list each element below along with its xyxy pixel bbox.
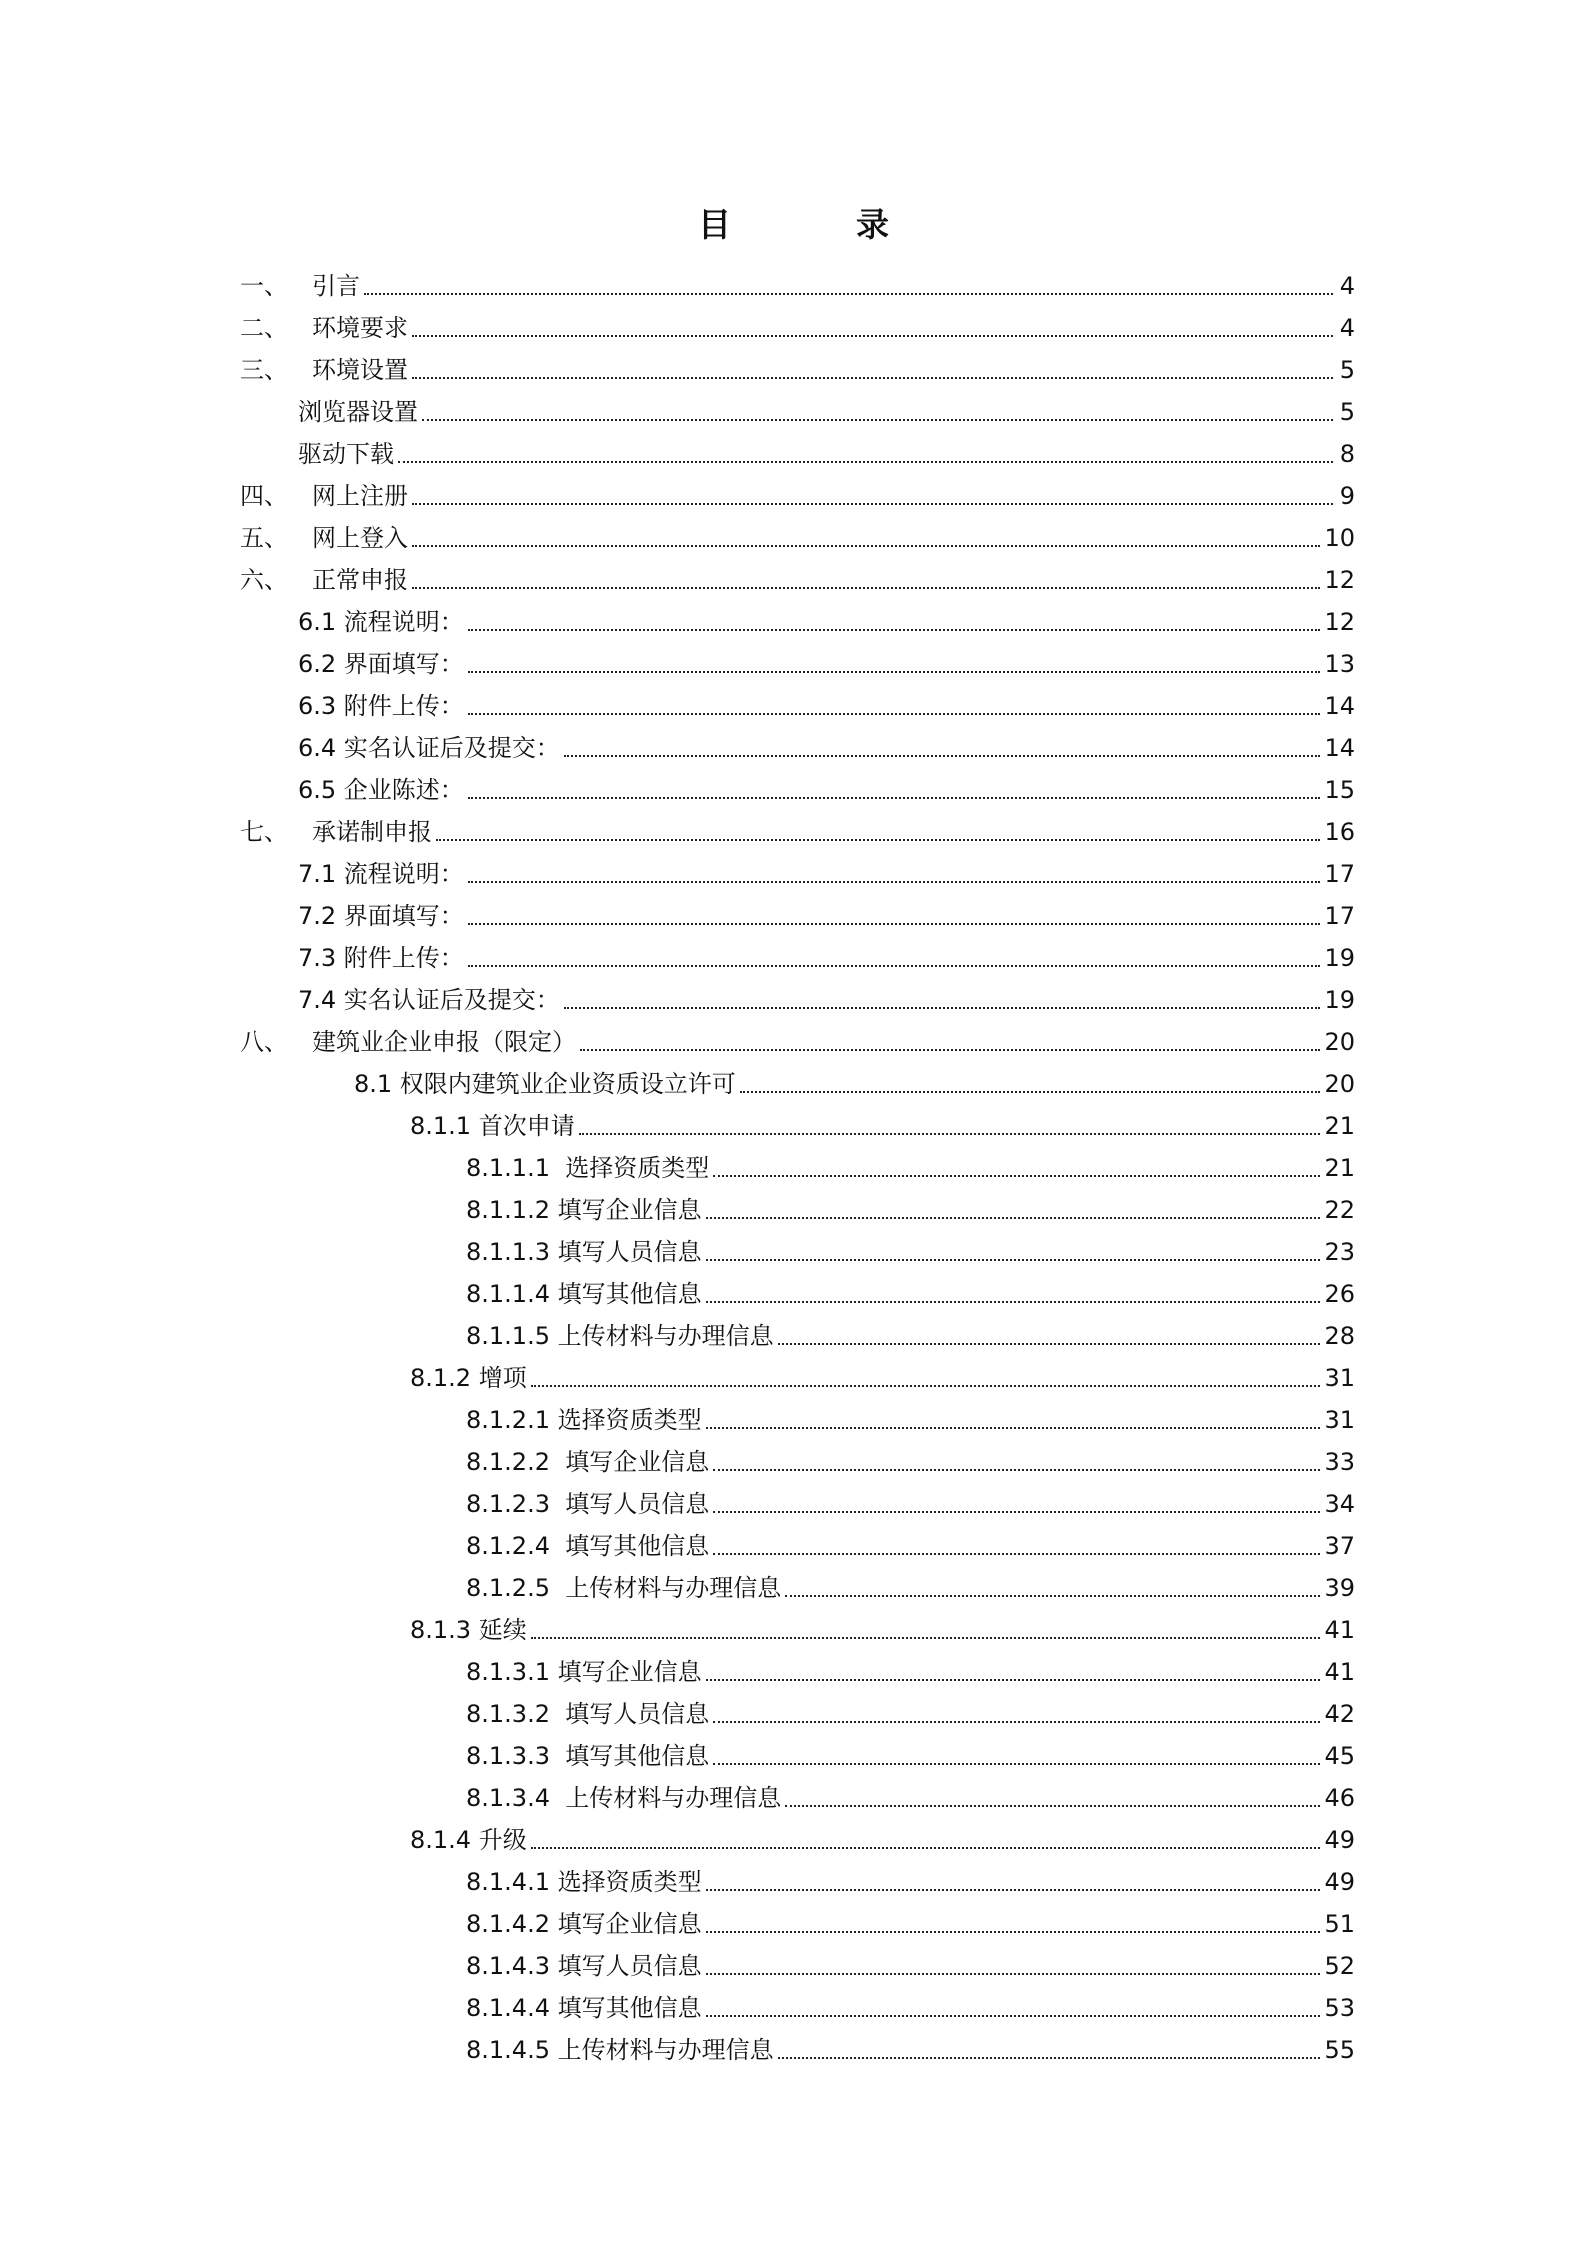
toc-dot-leader [713,1175,1320,1177]
toc-page-number: 21 [1324,1112,1355,1140]
toc-entry-number: 二、 [240,314,288,342]
toc-entry-title: 正常申报 [312,566,408,594]
toc-entry-title: 建筑业企业申报（限定） [312,1028,576,1056]
toc-dot-leader [398,461,1333,463]
toc-entry[interactable] [240,469,1355,511]
toc-page-number: 22 [1324,1196,1355,1224]
toc-dot-leader [468,629,1321,631]
toc-dot-leader [778,2057,1321,2059]
toc-entry[interactable] [240,1099,1355,1141]
toc-entry[interactable] [240,1855,1355,1897]
toc-entry[interactable] [240,1477,1355,1519]
toc-entry[interactable] [240,847,1355,889]
toc-page-number: 4 [1339,272,1355,300]
toc-entry-title: 6.2 界面填写： [298,650,464,678]
toc-page-number: 17 [1324,902,1355,930]
toc-entry-title: 8.1.3.2 填写人员信息 [466,1700,710,1728]
toc-dot-leader [412,545,1320,547]
toc-entry[interactable] [240,511,1355,553]
toc-entry-title: 8.1.1.2 填写企业信息 [466,1196,702,1224]
toc-entry-title: 8.1.1.3 填写人员信息 [466,1238,702,1266]
toc-page-number: 28 [1324,1322,1355,1350]
toc-page-number: 12 [1324,566,1355,594]
toc-page-number: 37 [1324,1532,1355,1560]
toc-page-number: 39 [1324,1574,1355,1602]
toc-entry-title: 8.1.4 升级 [410,1826,527,1854]
toc-dot-leader [713,1553,1320,1555]
toc-dot-leader [713,1763,1320,1765]
toc-page-number: 19 [1324,944,1355,972]
toc-entry[interactable] [240,595,1355,637]
toc-page-number: 17 [1324,860,1355,888]
toc-dot-leader [580,1049,1320,1051]
toc-dot-leader [468,965,1321,967]
toc-dot-leader [706,1301,1321,1303]
toc-entry-title: 8.1.1.4 填写其他信息 [466,1280,702,1308]
toc-entry-title: 网上注册 [312,482,408,510]
toc-entry-title: 网上登入 [312,524,408,552]
toc-page-number: 14 [1324,734,1355,762]
toc-entry-title: 8.1.2.4 填写其他信息 [466,1532,710,1560]
toc-dot-leader [706,1931,1321,1933]
toc-page-number: 45 [1324,1742,1355,1770]
toc-entry[interactable] [240,637,1355,679]
toc-page-number: 12 [1324,608,1355,636]
toc-entry-title: 8.1.2.2 填写企业信息 [466,1448,710,1476]
toc-page-number: 26 [1324,1280,1355,1308]
toc-entry[interactable] [240,427,1355,469]
toc-page-number: 16 [1324,818,1355,846]
toc-dot-leader [706,1427,1321,1429]
toc-page-number: 42 [1324,1700,1355,1728]
toc-dot-leader [713,1721,1320,1723]
toc-entry-number: 七、 [240,818,288,846]
toc-dot-leader [785,1805,1320,1807]
toc-page-number: 4 [1339,314,1355,342]
toc-dot-leader [785,1595,1320,1597]
toc-entry[interactable] [240,1645,1355,1687]
toc-entry[interactable] [240,1057,1355,1099]
toc-entry-title: 引言 [312,272,360,300]
toc-entry[interactable] [240,1351,1355,1393]
toc-entry[interactable] [240,679,1355,721]
toc-entry-title: 7.2 界面填写： [298,902,464,930]
toc-entry-title: 8.1.4.1 选择资质类型 [466,1868,702,1896]
toc-entry-title: 8.1 权限内建筑业企业资质设立许可 [354,1070,736,1098]
toc-page-number: 34 [1324,1490,1355,1518]
toc-page-number: 23 [1324,1238,1355,1266]
toc-entry-number: 八、 [240,1028,288,1056]
toc-entry-title: 8.1.1.5 上传材料与办理信息 [466,1322,774,1350]
toc-dot-leader [468,713,1321,715]
toc-entry[interactable] [240,1225,1355,1267]
toc-entry-title: 8.1.3 延续 [410,1616,527,1644]
toc-page-number: 19 [1324,986,1355,1014]
toc-page-number: 52 [1324,1952,1355,1980]
toc-entry[interactable] [240,763,1355,805]
toc-dot-leader [740,1091,1321,1093]
toc-entry[interactable] [240,385,1355,427]
toc-entry[interactable] [240,301,1355,343]
toc-entry[interactable] [240,1687,1355,1729]
toc-entry[interactable] [240,1309,1355,1351]
toc-entry[interactable] [240,1771,1355,1813]
toc-entry[interactable] [240,1183,1355,1225]
toc-entry[interactable] [240,931,1355,973]
toc-dot-leader [706,1217,1321,1219]
toc-page-number: 31 [1324,1406,1355,1434]
toc-entry[interactable] [240,1813,1355,1855]
toc-entry[interactable] [240,1141,1355,1183]
toc-dot-leader [422,419,1333,421]
toc-page-number: 13 [1324,650,1355,678]
toc-page-number: 55 [1324,2036,1355,2064]
toc-entry-title: 7.3 附件上传： [298,944,464,972]
toc-page-number: 53 [1324,1994,1355,2022]
toc-dot-leader [706,1679,1321,1681]
toc-entry-title: 7.4 实名认证后及提交： [298,986,560,1014]
toc-page-number: 41 [1324,1616,1355,1644]
toc-dot-leader [412,377,1333,379]
toc-page-number: 51 [1324,1910,1355,1938]
toc-entry-title: 8.1.1 首次申请 [410,1112,575,1140]
toc-entry-title: 8.1.4.4 填写其他信息 [466,1994,702,2022]
toc-dot-leader [364,293,1333,295]
toc-title: 目 录 [698,205,935,244]
toc-dot-leader [579,1133,1321,1135]
toc-entry[interactable] [240,1519,1355,1561]
toc-dot-leader [706,1259,1321,1261]
toc-entry[interactable] [240,805,1355,847]
toc-entry[interactable] [240,889,1355,931]
toc-entry-title: 8.1.1.1 选择资质类型 [466,1154,710,1182]
toc-entry[interactable] [240,1435,1355,1477]
toc-dot-leader [412,335,1333,337]
toc-entry-title: 8.1.2 增项 [410,1364,527,1392]
toc-entry-title: 8.1.3.1 填写企业信息 [466,1658,702,1686]
toc-list [240,259,1355,2065]
toc-entry-number: 四、 [240,482,288,510]
toc-page-number: 20 [1324,1028,1355,1056]
toc-entry-title: 浏览器设置 [298,398,418,426]
toc-dot-leader [436,839,1320,841]
toc-entry-title: 6.4 实名认证后及提交： [298,734,560,762]
toc-dot-leader [468,923,1321,925]
toc-entry[interactable] [240,1267,1355,1309]
toc-entry-title: 7.1 流程说明： [298,860,464,888]
toc-entry[interactable] [240,1393,1355,1435]
toc-entry-title: 环境设置 [312,356,408,384]
toc-entry[interactable] [240,1939,1355,1981]
toc-entry-title: 8.1.3.3 填写其他信息 [466,1742,710,1770]
toc-entry[interactable] [240,1561,1355,1603]
toc-page-number: 5 [1339,398,1355,426]
toc-page-number: 9 [1339,482,1355,510]
toc-dot-leader [706,1973,1321,1975]
toc-entry[interactable] [240,1897,1355,1939]
toc-dot-leader [468,671,1321,673]
toc-dot-leader [713,1511,1320,1513]
toc-dot-leader [412,503,1333,505]
toc-entry-number: 六、 [240,566,288,594]
toc-entry-number: 三、 [240,356,288,384]
toc-dot-leader [531,1385,1321,1387]
toc-entry[interactable] [240,721,1355,763]
toc-entry-title: 承诺制申报 [312,818,432,846]
toc-page-number: 21 [1324,1154,1355,1182]
toc-dot-leader [713,1469,1320,1471]
toc-entry[interactable] [240,1981,1355,2023]
toc-dot-leader [412,587,1320,589]
toc-page-number: 5 [1339,356,1355,384]
toc-entry[interactable] [240,1729,1355,1771]
toc-dot-leader [468,797,1321,799]
toc-entry-title: 8.1.3.4 上传材料与办理信息 [466,1784,782,1812]
toc-entry[interactable] [240,343,1355,385]
toc-entry-title: 8.1.2.1 选择资质类型 [466,1406,702,1434]
toc-entry-title: 环境要求 [312,314,408,342]
toc-dot-leader [531,1847,1321,1849]
toc-page-number: 20 [1324,1070,1355,1098]
toc-dot-leader [778,1343,1321,1345]
toc-entry-title: 6.3 附件上传： [298,692,464,720]
toc-page-number: 41 [1324,1658,1355,1686]
toc-entry-title: 8.1.4.2 填写企业信息 [466,1910,702,1938]
toc-entry[interactable] [240,2023,1355,2065]
toc-page-number: 31 [1324,1364,1355,1392]
toc-entry[interactable] [240,1015,1355,1057]
toc-page-number: 14 [1324,692,1355,720]
toc-entry-number: 五、 [240,524,288,552]
toc-entry[interactable] [240,973,1355,1015]
toc-entry-title: 8.1.4.3 填写人员信息 [466,1952,702,1980]
toc-dot-leader [706,2015,1321,2017]
toc-page-number: 15 [1324,776,1355,804]
toc-page-number: 10 [1324,524,1355,552]
toc-page-number: 8 [1339,440,1355,468]
toc-entry-title: 6.5 企业陈述： [298,776,464,804]
toc-dot-leader [468,881,1321,883]
toc-entry[interactable] [240,553,1355,595]
toc-dot-leader [706,1889,1321,1891]
toc-entry-number: 一、 [240,272,288,300]
toc-entry[interactable] [240,259,1355,301]
toc-dot-leader [564,1007,1321,1009]
toc-entry-title: 8.1.4.5 上传材料与办理信息 [466,2036,774,2064]
toc-page-number: 49 [1324,1868,1355,1896]
toc-page-number: 33 [1324,1448,1355,1476]
toc-page-number: 46 [1324,1784,1355,1812]
toc-entry[interactable] [240,1603,1355,1645]
toc-dot-leader [564,755,1321,757]
toc-entry-title: 8.1.2.5 上传材料与办理信息 [466,1574,782,1602]
toc-entry-title: 6.1 流程说明： [298,608,464,636]
toc-entry-title: 8.1.2.3 填写人员信息 [466,1490,710,1518]
toc-entry-title: 驱动下载 [298,440,394,468]
toc-page-number: 49 [1324,1826,1355,1854]
toc-dot-leader [531,1637,1321,1639]
